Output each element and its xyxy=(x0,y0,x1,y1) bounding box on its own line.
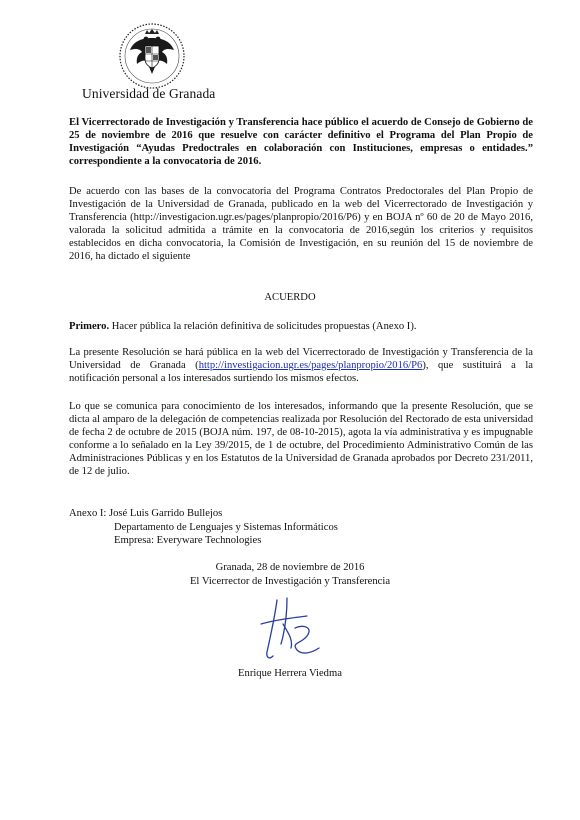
signer-name: Enrique Herrera Viedma xyxy=(238,668,342,679)
primero-label: Primero. xyxy=(69,321,110,332)
primero-paragraph xyxy=(69,320,533,333)
anexo-line-company: Empresa: Everyware Technologies xyxy=(114,535,262,546)
signature-block xyxy=(0,561,580,588)
acuerdo-heading: ACUERDO xyxy=(264,292,316,303)
resolucion-text-before: La presente Resolución se hará pública en la web del Vicerrectorado de Investigación y Transferencia de la Universidad de Granada ( xyxy=(69,347,533,372)
resolucion-paragraph xyxy=(69,346,533,385)
signer-role: El Vicerrector de Investigación y Transferencia xyxy=(189,575,391,587)
university-crest-logo xyxy=(118,22,186,90)
bases-paragraph: De acuerdo con las bases de la convocatoria del Programa Contratos Predoctorales del Plan Propio de Investigación de la Universidad de Granada, publicado en la web del Vicerrectorado de Investigación y Transferencia (http://investigacion.ugr.es/pages/planpropio/2016/P6) y en BOJA nº 60 de 20 de Mayo 2016, valorada la solicitud admitida a trámite en la convocatoria de 2016,según los criterios y requisitos establecidos en dicha convocatoria, la Comisión de Investigación, en su reunión del 15 de noviembre de 2016, ha dictado el siguiente xyxy=(69,186,533,263)
anexo-block xyxy=(69,507,338,548)
primero-text: Hacer pública la relación definitiva de solicitudes propuestas (Anexo I). xyxy=(109,321,417,332)
place-date: Granada, 28 de noviembre de 2016 xyxy=(215,562,365,573)
resolucion-text-after: ), que sustituirá a la notificación personal a los interesados surtiendo los mismos efectos. xyxy=(69,360,533,385)
anexo-line-department: Departamento de Lenguajes y Sistemas Informáticos xyxy=(114,521,338,533)
comunica-paragraph: Lo que se comunica para conocimiento de los interesados, informando que la presente Resolución, que se dicta al amparo de la delegación de competencias realizada por Resolución del Rectorado de esta universidad de fecha 2 de octubre de 2015 (BOJA núm. 197, de 08-10-2015), agota la vía administrativa y es impugnable conforme a lo señalado en la Ley 39/2015, de 1 de octubre, del Procedimiento Administrativo Común de las Administraciones Públicas y en los Estatutos de la Universidad de Granada aprobados por Decreto 231/2011, de 12 de julio. xyxy=(69,401,533,478)
anexo-line-candidate: Anexo I: José Luis Garrido Bullejos xyxy=(69,508,223,519)
university-name: Universidad de Granada xyxy=(82,86,216,101)
planpropio-link[interactable]: http://investigacion.ugr.es/pages/planpropio/2016/P6 xyxy=(198,360,423,372)
intro-bold-paragraph: El Vicerrectorado de Investigación y Transferencia hace público el acuerdo de Consejo de Gobierno de 25 de noviembre de 2016 que resuelve con carácter definitivo el Programa del Plan Propio de Investigación “Ayudas Predoctrales en colaboración con Instituciones, empresas o entidades.” correspondiente a la convocatoria de 2016. xyxy=(69,117,533,168)
handwritten-signature xyxy=(247,594,333,666)
